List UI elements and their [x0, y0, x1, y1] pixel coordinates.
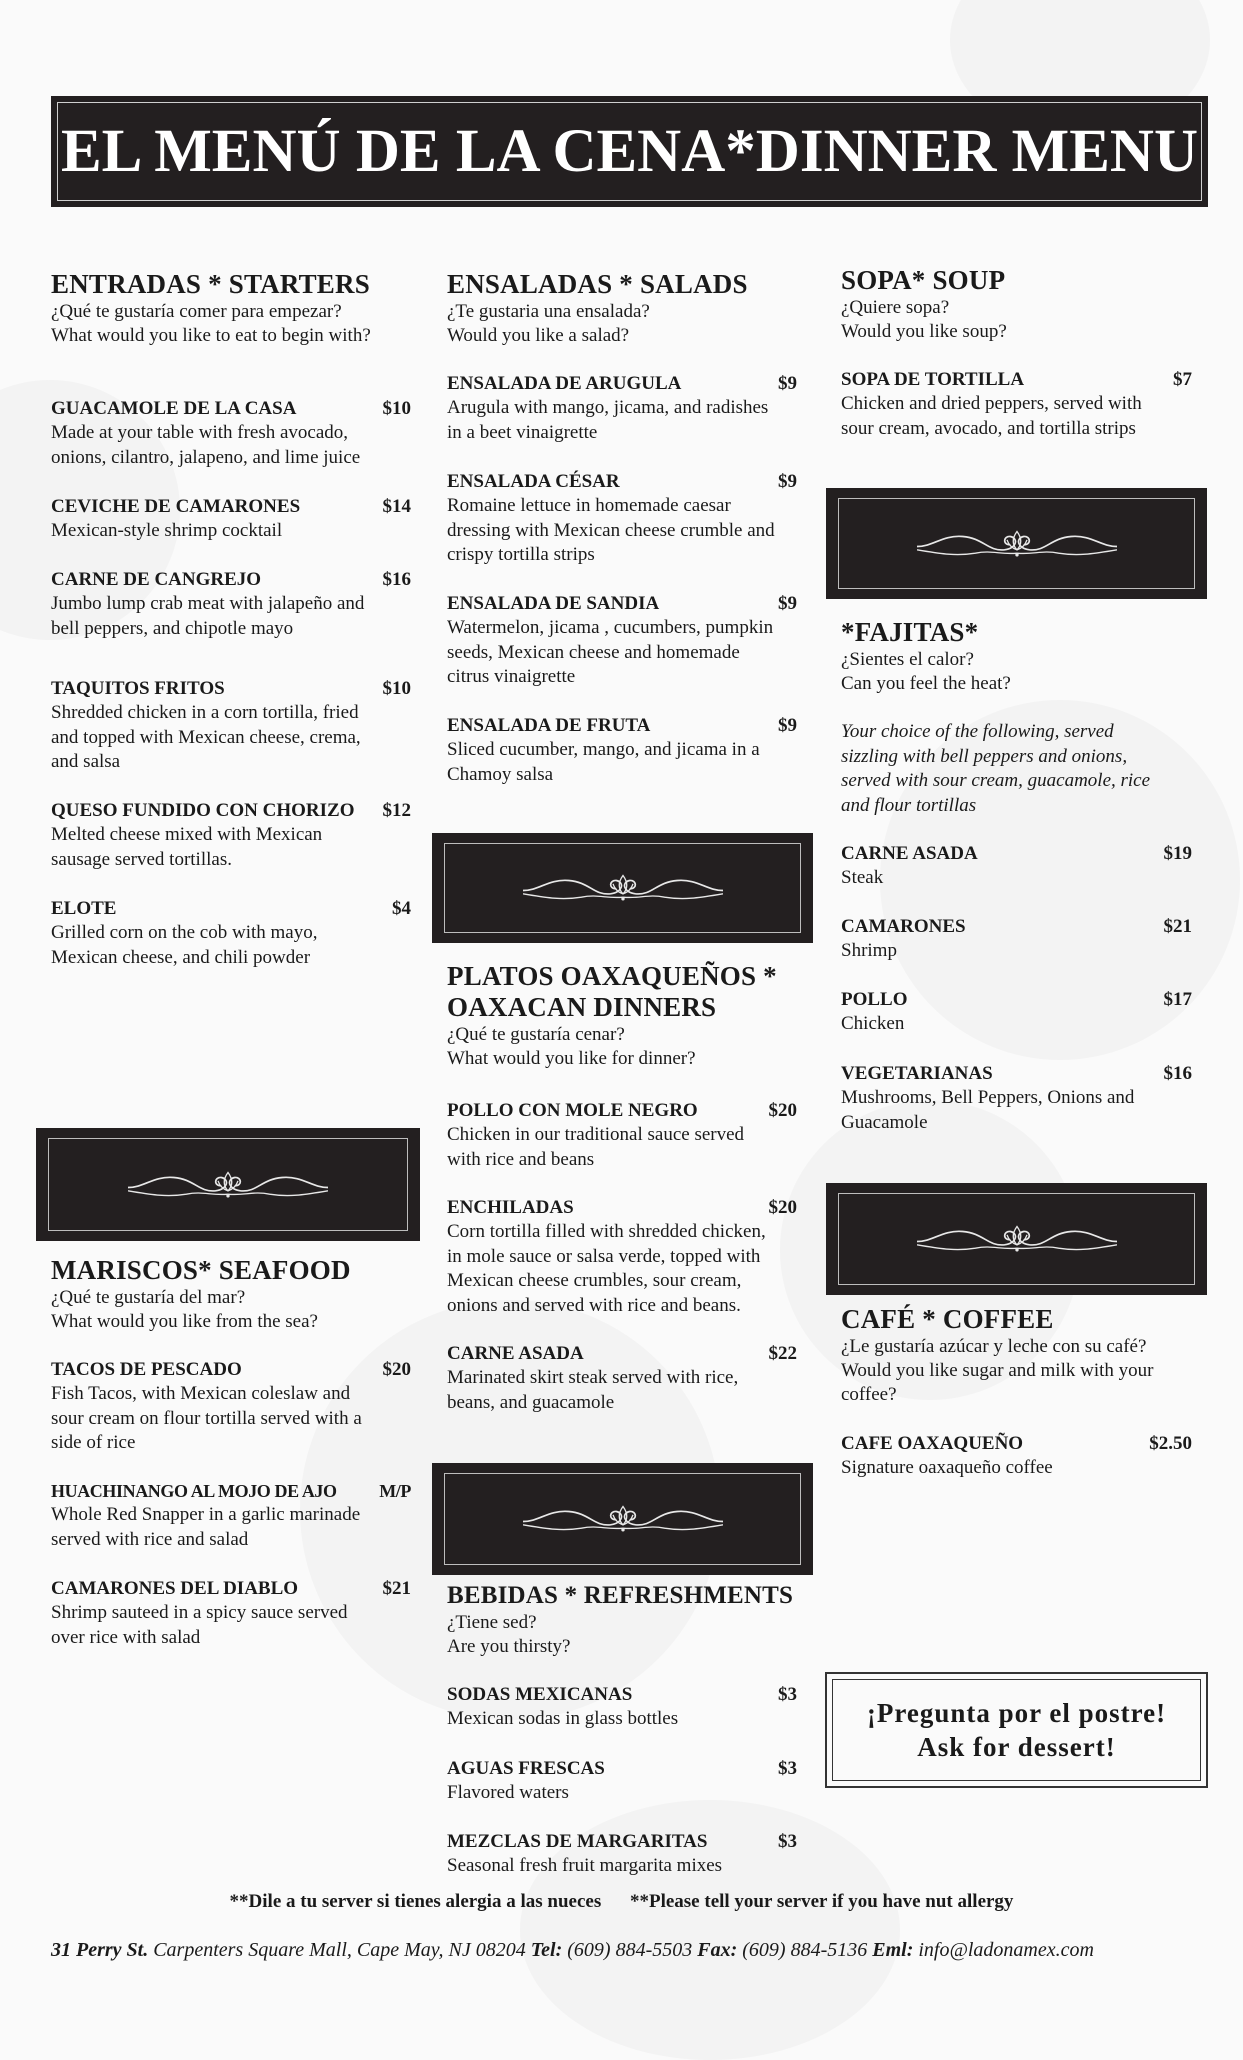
- item-name: ELOTE: [51, 898, 117, 919]
- item-description: Jumbo lump crab meat with jalapeño and: [51, 593, 365, 614]
- item-name: POLLO CON MOLE NEGRO: [447, 1100, 698, 1121]
- item-price: $16: [1163, 1063, 1192, 1084]
- item-description: Chicken and dried peppers, served with: [841, 393, 1142, 414]
- menu-item: [841, 1062, 1192, 1135]
- item-description: Marinated skirt steak served with rice,: [447, 1367, 739, 1388]
- menu-item: [447, 1196, 797, 1318]
- item-description: Shrimp sauteed in a spicy sauce served: [51, 1602, 348, 1623]
- item-description: Mushrooms, Bell Peppers, Onions and: [841, 1087, 1135, 1108]
- item-description: Seasonal fresh fruit margarita mixes: [447, 1855, 723, 1876]
- item-price: $20: [382, 1359, 411, 1380]
- allergy-notice-es: **Dile a tu server si tienes alergia a las nueces: [229, 1891, 602, 1912]
- section-subtitle: ¿Te gustaria una ensalada?: [447, 301, 650, 322]
- coffee-header: [841, 1304, 1211, 1407]
- soup-header: [841, 265, 1201, 344]
- note-line: and flour tortillas: [841, 794, 977, 816]
- section-subtitle: Are you thirsty?: [447, 1636, 571, 1657]
- fajitas-header: [841, 617, 1201, 696]
- menu-item: [51, 897, 411, 970]
- flourish-icon: [917, 525, 1117, 563]
- section-subtitle: coffee?: [841, 1384, 897, 1405]
- item-price: $19: [1163, 843, 1192, 864]
- item-price: $10: [382, 678, 411, 699]
- section-subtitle: ¿Quiere sopa?: [841, 297, 950, 318]
- tel-label: Tel:: [530, 1939, 563, 1961]
- section-title: OAXACAN DINNERS: [447, 992, 717, 1022]
- item-description: citrus vinaigrette: [447, 666, 576, 687]
- item-description: Fish Tacos, with Mexican coleslaw and: [51, 1383, 351, 1404]
- fax-number: (609) 884-5136: [737, 1939, 873, 1961]
- fax-label: Fax:: [697, 1939, 738, 1961]
- ornament-banner: [432, 833, 813, 943]
- banner-frame: [838, 1193, 1195, 1285]
- section-subtitle: ¿Qué te gustaría cenar?: [447, 1024, 625, 1045]
- menu-item: [447, 1683, 797, 1732]
- item-price: $4: [392, 898, 411, 919]
- tel-number: (609) 884-5503: [562, 1939, 698, 1961]
- item-price: $2.50: [1149, 1433, 1192, 1454]
- note-line: sizzling with bell peppers and onions,: [841, 745, 1128, 767]
- item-description: Flavored waters: [447, 1782, 569, 1803]
- item-name: TAQUITOS FRITOS: [51, 678, 225, 699]
- item-description: sausage served tortillas.: [51, 848, 232, 870]
- item-name: CARNE ASADA: [447, 1343, 584, 1364]
- menu-item: [51, 397, 411, 470]
- allergy-notice-en: **Please tell your server if you have nut allergy: [629, 1891, 1014, 1912]
- section-subtitle: Would you like a salad?: [447, 325, 630, 346]
- item-name: SODAS MEXICANAS: [447, 1684, 633, 1705]
- item-name: MEZCLAS DE MARGARITAS: [447, 1831, 708, 1852]
- section-title: MARISCOS* SEAFOOD: [51, 1255, 351, 1285]
- menu-item: [51, 677, 411, 775]
- dessert-frame: [832, 1679, 1201, 1781]
- item-description: served with rice and salad: [51, 1528, 249, 1550]
- page-title: EL MENÚ DE LA CENA*DINNER MENU: [60, 117, 1199, 185]
- section-subtitle: ¿Qué te gustaría comer para empezar?: [51, 301, 342, 322]
- address-street: 31 Perry St.: [51, 1939, 149, 1961]
- item-description: seeds, Mexican cheese and homemade: [447, 641, 740, 663]
- item-price: $9: [778, 593, 797, 614]
- item-description: Corn tortilla filled with shredded chicken,: [447, 1221, 766, 1242]
- item-name: VEGETARIANAS: [841, 1063, 993, 1084]
- item-price: $20: [768, 1100, 797, 1121]
- item-name: AGUAS FRESCAS: [447, 1758, 605, 1779]
- menu-title-banner: [51, 96, 1208, 207]
- flourish-icon: [523, 869, 723, 907]
- section-subtitle: ¿Qué te gustaría del mar?: [51, 1287, 246, 1308]
- section-subtitle: ¿Sientes el calor?: [841, 649, 974, 670]
- item-price: $14: [382, 496, 411, 517]
- item-description: Whole Red Snapper in a garlic marinade: [51, 1504, 361, 1525]
- item-description: bell peppers, and chipotle mayo: [51, 617, 294, 639]
- item-description: Signature oaxaqueño coffee: [841, 1457, 1053, 1478]
- item-price: $3: [778, 1831, 797, 1852]
- item-name: CEVICHE DE CAMARONES: [51, 496, 301, 517]
- item-price: $9: [778, 471, 797, 492]
- note-line: served with sour cream, guacamole, rice: [841, 770, 1151, 791]
- menu-item: [51, 1358, 411, 1456]
- section-subtitle: Would you like sugar and milk with your: [841, 1360, 1154, 1381]
- seafood-header: [51, 1255, 411, 1334]
- menu-title-frame: [57, 102, 1202, 201]
- item-name: HUACHINANGO AL MOJO DE AJO: [51, 1481, 337, 1501]
- item-price: $3: [778, 1684, 797, 1705]
- menu-item: [447, 470, 797, 568]
- item-name: POLLO: [841, 989, 908, 1010]
- section-title: PLATOS OAXAQUEÑOS *: [447, 961, 777, 991]
- menu-item: [51, 799, 411, 872]
- item-description: over rice with salad: [51, 1626, 201, 1648]
- allergy-notice: [0, 1891, 1243, 1913]
- menu-item: [841, 1432, 1192, 1481]
- section-subtitle: Would you like soup?: [841, 321, 1007, 342]
- item-description: Mexican cheese crumbles, sour cream,: [447, 1270, 742, 1291]
- dessert-line-en: Ask for dessert!: [917, 1732, 1116, 1762]
- email-address: info@ladonamex.com: [913, 1939, 1094, 1961]
- menu-item: [447, 1099, 797, 1172]
- item-price: $20: [768, 1197, 797, 1218]
- item-name: ENSALADA DE ARUGULA: [447, 373, 682, 394]
- ornament-banner: [826, 488, 1207, 599]
- item-description: Shrimp: [841, 940, 897, 961]
- item-price: $9: [778, 373, 797, 394]
- salads-header: [447, 269, 807, 348]
- menu-item: [447, 1830, 797, 1879]
- item-description: Romaine lettuce in homemade caesar: [447, 495, 731, 516]
- item-name: CARNE ASADA: [841, 843, 978, 864]
- contact-footer: [51, 1939, 1211, 1962]
- item-description: side of rice: [51, 1432, 136, 1453]
- section-subtitle: What would you like for dinner?: [447, 1048, 696, 1069]
- flourish-icon: [523, 1500, 723, 1538]
- item-name: ENSALADA CÉSAR: [447, 471, 620, 492]
- item-description: and topped with Mexican cheese, crema,: [51, 726, 361, 748]
- item-name: CAMARONES DEL DIABLO: [51, 1578, 299, 1599]
- section-title: BEBIDAS * REFRESHMENTS: [447, 1582, 794, 1609]
- dessert-callout: [825, 1672, 1208, 1788]
- item-description: Arugula with mango, jicama, and radishes: [447, 397, 769, 418]
- item-name: SOPA DE TORTILLA: [841, 369, 1025, 390]
- email-label: Eml:: [872, 1939, 914, 1961]
- item-price: $12: [382, 800, 411, 821]
- item-description: Mexican sodas in glass bottles: [447, 1708, 679, 1729]
- item-name: ENCHILADAS: [447, 1197, 574, 1218]
- item-description: crispy tortilla strips: [447, 544, 595, 565]
- menu-item: [841, 368, 1192, 441]
- starters-header: [51, 269, 421, 348]
- item-name: TACOS DE PESCADO: [51, 1359, 242, 1380]
- item-description: with rice and beans: [447, 1148, 595, 1170]
- item-description: onions and served with rice and beans.: [447, 1294, 741, 1316]
- item-description: Made at your table with fresh avocado,: [51, 422, 349, 443]
- oaxacan-header: [447, 961, 807, 1071]
- note-line: Your choice of the following, served: [841, 721, 1114, 742]
- item-description: Mexican cheese, and chili powder: [51, 946, 311, 968]
- ornament-banner: [36, 1128, 420, 1241]
- item-description: sour cream on flour tortilla served with a: [51, 1407, 362, 1429]
- menu-item: [841, 988, 1192, 1037]
- item-price: $3: [778, 1758, 797, 1779]
- item-description: Shredded chicken in a corn tortilla, fried: [51, 702, 359, 723]
- item-description: Mexican-style shrimp cocktail: [51, 520, 283, 541]
- item-description: sour cream, avocado, and tortilla strips: [841, 417, 1136, 439]
- menu-item: [447, 372, 797, 445]
- section-title: CAFÉ * COFFEE: [841, 1304, 1054, 1334]
- item-name: QUESO FUNDIDO CON CHORIZO: [51, 800, 355, 821]
- address: Carpenters Square Mall, Cape May, NJ 08204: [148, 1939, 531, 1961]
- ornament-banner: [826, 1183, 1207, 1295]
- dessert-line-es: ¡Pregunta por el postre!: [866, 1698, 1167, 1728]
- item-price: M/P: [379, 1481, 411, 1501]
- item-description: Steak: [841, 867, 884, 888]
- item-price: $7: [1173, 369, 1192, 390]
- item-price: $21: [1163, 916, 1192, 937]
- menu-item: [447, 1342, 797, 1415]
- banner-frame: [444, 843, 801, 933]
- item-description: Chicken in our traditional sauce served: [447, 1124, 745, 1145]
- menu-item: [51, 495, 411, 544]
- item-price: $22: [768, 1343, 797, 1364]
- menu-item: [51, 568, 411, 641]
- item-description: Chamoy salsa: [447, 763, 554, 785]
- item-description: Chicken: [841, 1013, 905, 1034]
- fajitas-note: [841, 720, 1201, 818]
- item-name: CAMARONES: [841, 916, 966, 937]
- item-price: $10: [382, 398, 411, 419]
- menu-item: [447, 592, 797, 690]
- item-price: $17: [1163, 989, 1192, 1010]
- item-description: beans, and guacamole: [447, 1391, 615, 1413]
- section-subtitle: ¿Le gustaría azúcar y leche con su café?: [841, 1336, 1147, 1357]
- item-description: dressing with Mexican cheese crumble and: [447, 519, 775, 541]
- section-subtitle: What would you like from the sea?: [51, 1311, 318, 1332]
- banner-frame: [444, 1473, 801, 1565]
- banner-frame: [48, 1138, 408, 1231]
- section-title: *FAJITAS*: [841, 617, 979, 647]
- item-description: Melted cheese mixed with Mexican: [51, 824, 323, 845]
- item-name: CAFE OAXAQUEÑO: [841, 1433, 1024, 1454]
- flourish-icon: [128, 1166, 328, 1204]
- item-description: Grilled corn on the cob with mayo,: [51, 922, 318, 943]
- flourish-icon: [917, 1220, 1117, 1258]
- refreshments-header: [447, 1580, 817, 1659]
- menu-item: [51, 1479, 411, 1552]
- section-title: ENSALADAS * SALADS: [447, 269, 748, 299]
- section-title: ENTRADAS * STARTERS: [51, 269, 370, 299]
- item-description: Guacamole: [841, 1111, 928, 1133]
- item-name: CARNE DE CANGREJO: [51, 569, 262, 590]
- item-name: ENSALADA DE FRUTA: [447, 715, 651, 736]
- banner-frame: [838, 498, 1195, 589]
- item-price: $16: [382, 569, 411, 590]
- item-description: onions, cilantro, jalapeno, and lime juice: [51, 446, 361, 468]
- item-description: in a beet vinaigrette: [447, 421, 598, 443]
- menu-item: [447, 1757, 797, 1806]
- item-description: in mole sauce or salsa verde, topped with: [447, 1245, 761, 1267]
- item-price: $9: [778, 715, 797, 736]
- item-name: ENSALADA DE SANDIA: [447, 593, 660, 614]
- menu-item: [447, 714, 797, 787]
- section-subtitle: Can you feel the heat?: [841, 673, 1011, 694]
- item-name: GUACAMOLE DE LA CASA: [51, 398, 297, 419]
- section-subtitle: What would you like to eat to begin with?: [51, 325, 371, 346]
- ornament-banner: [432, 1463, 813, 1575]
- section-title: SOPA* SOUP: [841, 265, 1006, 295]
- item-description: Watermelon, jicama , cucumbers, pumpkin: [447, 617, 774, 638]
- section-subtitle: ¿Tiene sed?: [447, 1612, 537, 1633]
- menu-item: [841, 915, 1192, 964]
- item-description: and salsa: [51, 751, 121, 772]
- menu-item: [841, 842, 1192, 891]
- menu-item: [51, 1577, 411, 1650]
- item-price: $21: [382, 1578, 411, 1599]
- item-description: Sliced cucumber, mango, and jicama in a: [447, 739, 760, 760]
